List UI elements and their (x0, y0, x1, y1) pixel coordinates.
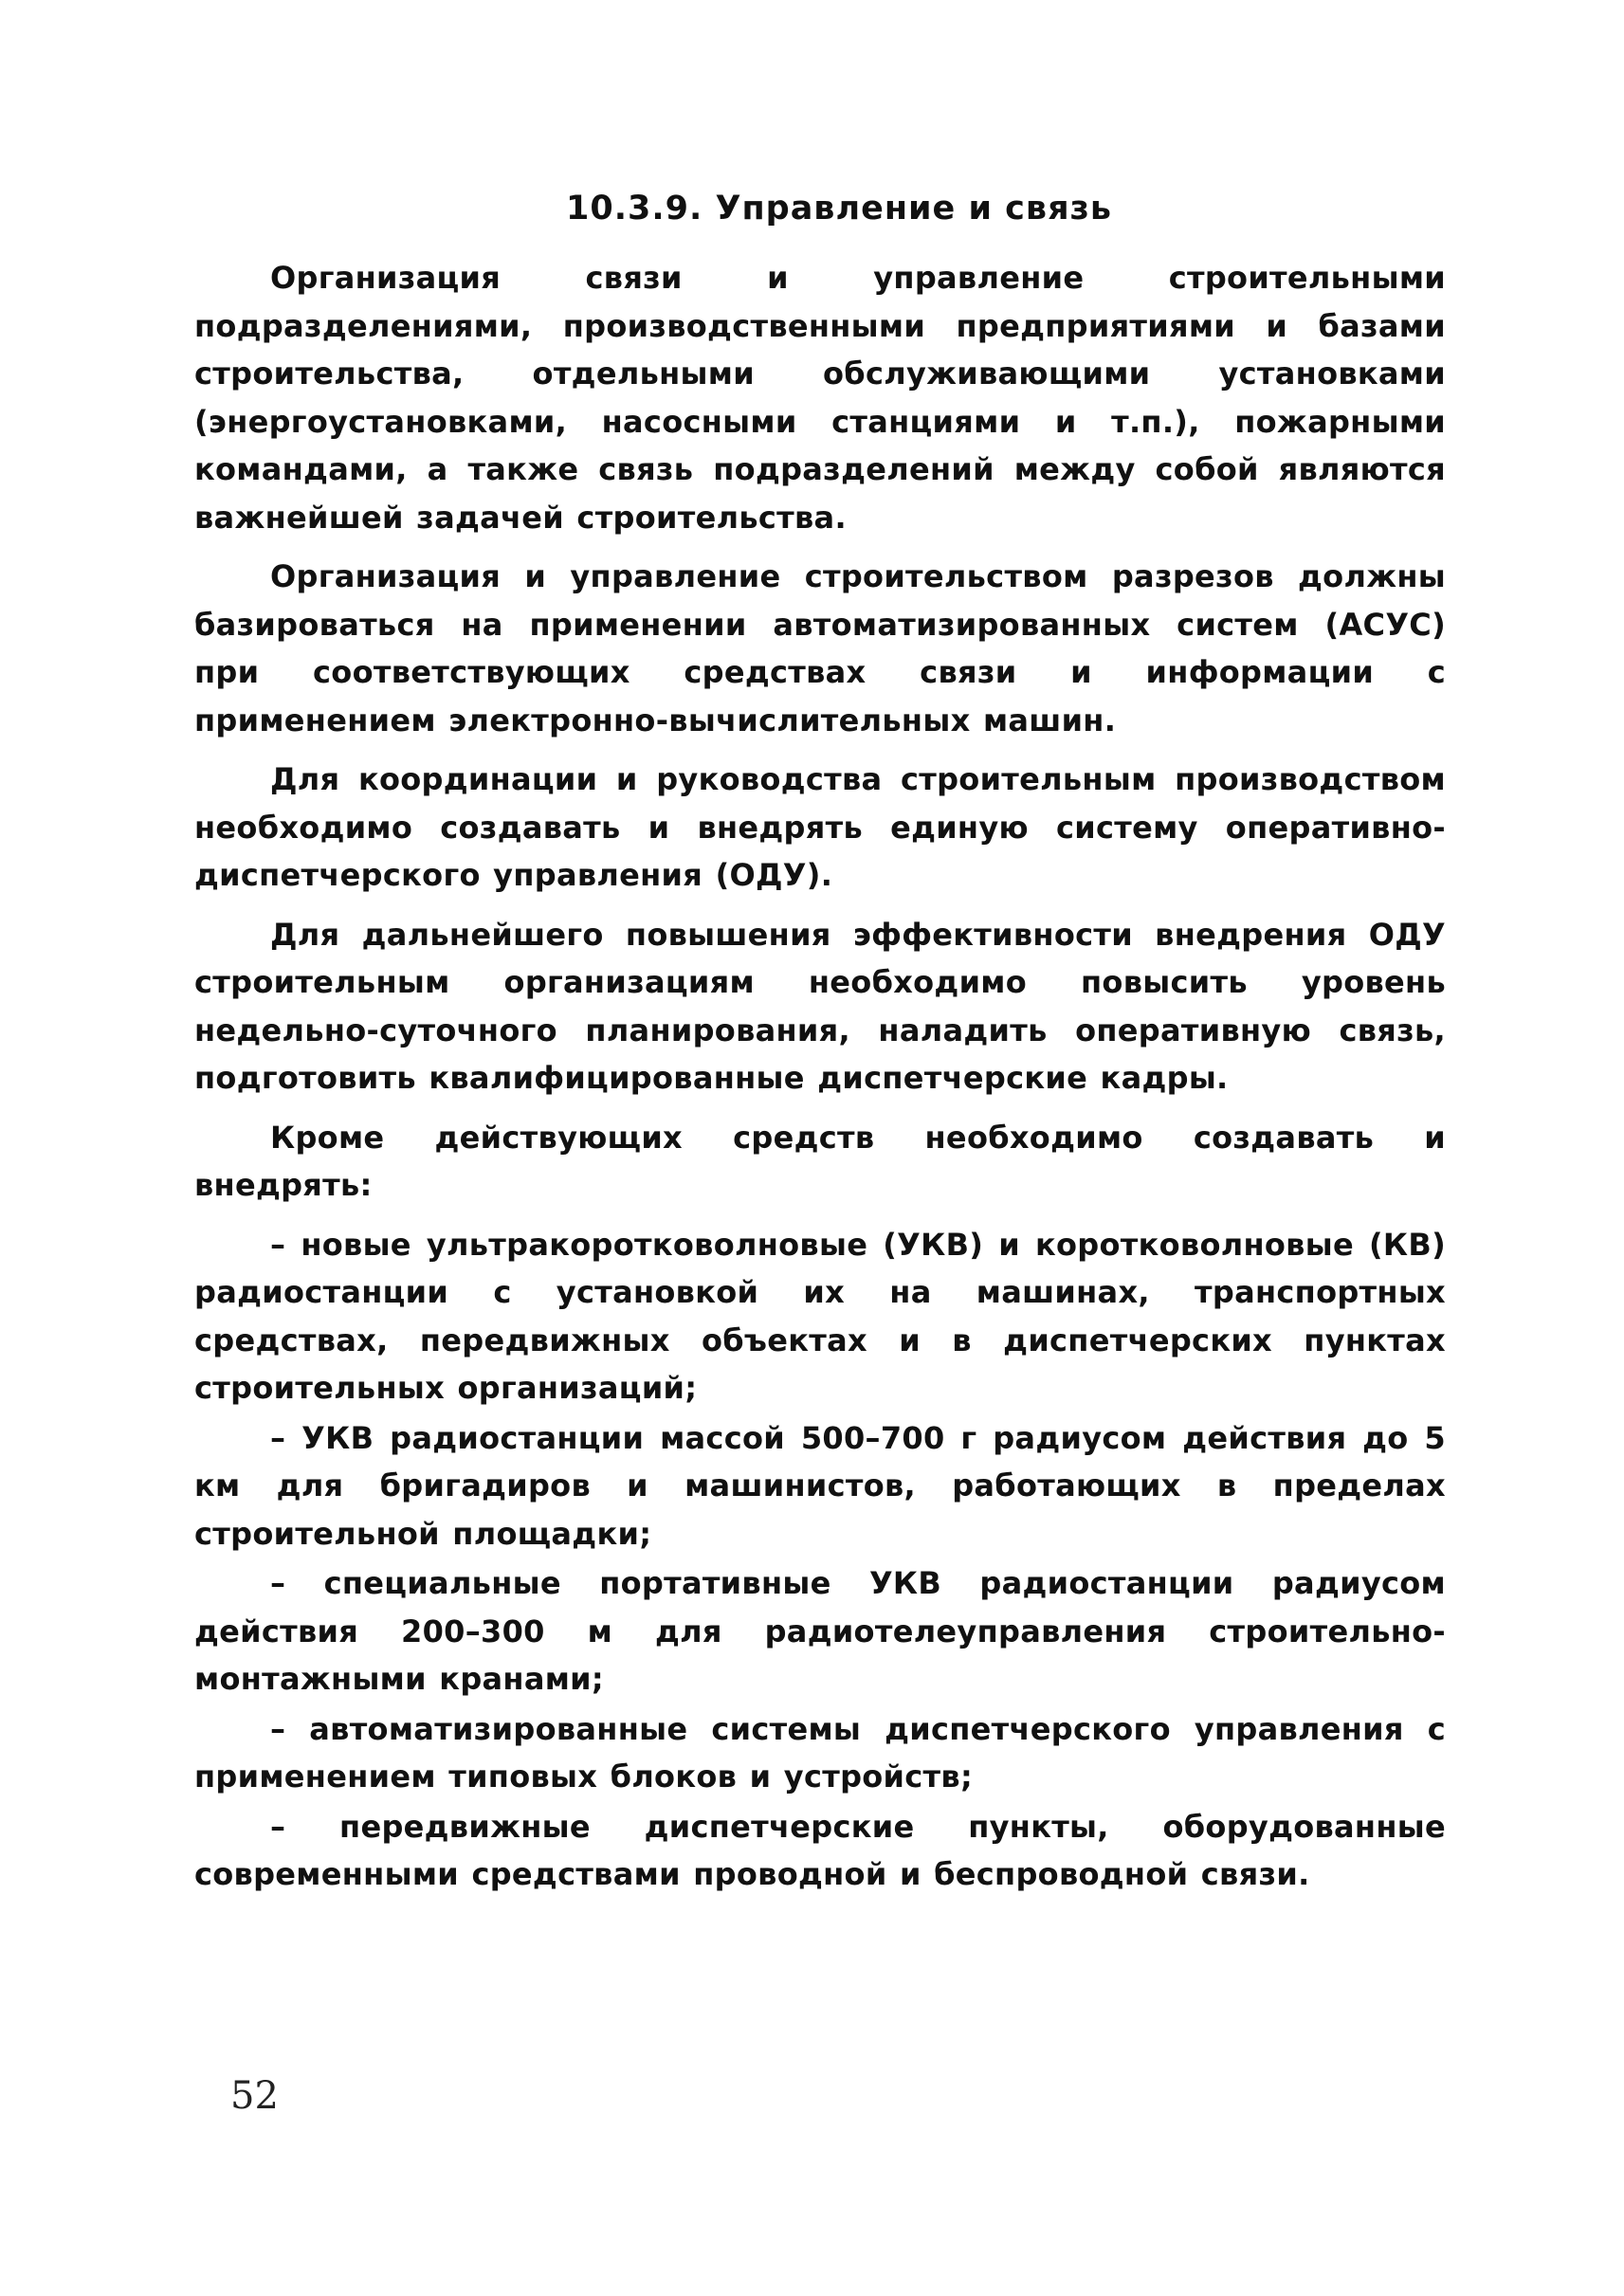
paragraph-odu: Для координации и руководства строительным производством необходимо создавать и внедрять единую систему оперативно-диспетчерского управления (ОДУ). (194, 761, 1446, 893)
paragraph-list-intro: Кроме действующих средств необходимо создавать и внедрять: (194, 1119, 1446, 1203)
paragraph-organization: Организация связи и управление строительными подразделениями, производственными предприятиями и базами строительства, отдельными обслуживающими установками (энергоустановками, насосными станциями и т.п.), пожарными командами, а также связь подразделений между собой являются важнейшей задачей строительства. (194, 260, 1446, 536)
list-item: – специальные портативные УКВ радиостанции радиусом действия 200–300 м для радиотелеуправления строительно-монтажными кранами; (194, 1565, 1446, 1697)
list-item: – автоматизированные системы диспетчерского управления с применением типовых блоков и устройств; (194, 1710, 1446, 1795)
section-heading: 10.3.9. Управление и связь (565, 190, 1113, 228)
list-item: – передвижные диспетчерские пункты, оборудованные современными средствами проводной и беспроводной связи. (194, 1808, 1446, 1892)
list-item: – новые ультракоротковолновые (УКВ) и коротковолновые (КВ) радиостанции с установкой их на машинах, транспортных средствах, передвижных объектах и в диспетчерских пунктах строительных организаций; (194, 1226, 1446, 1406)
paragraph-asus: Организация и управление строительством разрезов должны базироваться на применении автоматизированных систем (АСУС) при соответствующих средствах связи и информации с применением электронно-вычислительных машин. (194, 558, 1446, 738)
list-item: – УКВ радиостанции массой 500–700 г радиусом действия до 5 км для бригадиров и машинистов, работающих в пределах строительной площадки; (194, 1419, 1446, 1552)
document-page (194, 190, 1446, 1901)
page-number: 52 (230, 2074, 279, 2118)
paragraph-efficiency: Для дальнейшего повышения эффективности внедрения ОДУ строительным организациям необходимо повысить уровень недельно-суточного планирования, наладить оперативную связь, подготовить квалифицированные диспетчерские кадры. (194, 916, 1446, 1096)
equipment-list (194, 1221, 1446, 1899)
